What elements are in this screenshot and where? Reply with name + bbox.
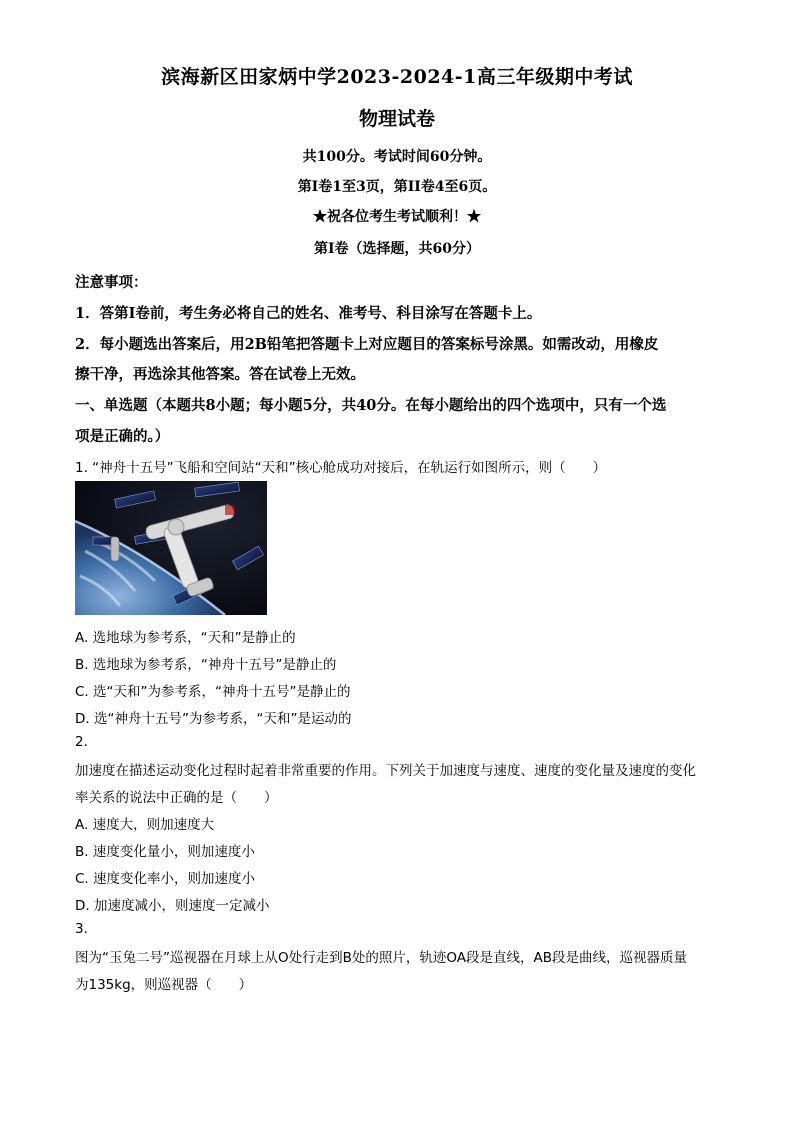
part-one-heading: 第I卷（选择题，共60分） (313, 241, 481, 257)
notice-item-2-line-1: 2．每小题选出答案后，用2B铅笔把答题卡上对应题目的答案标号涂黑。如需改动，用橡皮 (75, 336, 659, 353)
question-3-stem-line-1: 图为“玉兔二号”巡视器在月球上从O处行走到B处的照片，轨迹OA段是直线，AB段是曲线，巡视器质量 (75, 950, 687, 966)
question-1-option-b: B. 选地球为参考系，“神舟十五号”是静止的 (75, 657, 337, 673)
space-station-photo (75, 481, 267, 615)
question-2-number: 2. (75, 734, 88, 750)
question-2-option-a: A. 速度大，则加速度大 (75, 817, 215, 833)
section-heading-line-2: 项是正确的。） (75, 428, 170, 445)
question-3-number: 3. (75, 921, 88, 937)
exam-title: 滨海新区田家炳中学2023-2024-1高三年级期中考试 (161, 66, 633, 88)
question-2-option-c: C. 速度变化率小，则加速度小 (75, 871, 256, 887)
notice-item-1: 1．答第I卷前，考生务必将自己的姓名、准考号、科目涂写在答题卡上。 (75, 305, 542, 322)
question-2-option-b: B. 速度变化量小，则加速度小 (75, 844, 255, 860)
question-1-stem: 1. “神舟十五号”飞船和空间站“天和”核心舱成功对接后，在轨运行如图所示，则（ ） (75, 460, 607, 476)
question-2-option-d: D. 加速度减小，则速度一定减小 (75, 898, 270, 914)
question-1-option-d: D. 选“神舟十五号”为参考系，“天和”是运动的 (75, 711, 352, 727)
exam-pages: 第I卷1至3页，第II卷4至6页。 (297, 179, 497, 195)
question-3-stem-line-2: 为135kg，则巡视器（ ） (75, 977, 253, 993)
exam-score-time: 共100分。考试时间60分钟。 (302, 149, 492, 165)
notice-item-2-line-2: 擦干净，再选涂其他答案。答在试卷上无效。 (75, 366, 365, 383)
exam-subtitle: 物理试卷 (358, 108, 435, 130)
question-1-option-a: A. 选地球为参考系，“天和”是静止的 (75, 630, 296, 646)
section-heading-line-1: 一、单选题（本题共8小题；每小题5分，共40分。在每小题给出的四个选项中，只有一个选 (75, 397, 667, 414)
question-2-stem-line-2: 率关系的说法中正确的是（ ） (75, 790, 278, 806)
question-1-option-c: C. 选“天和”为参考系，“神舟十五号”是静止的 (75, 684, 351, 700)
question-2-stem-line-1: 加速度在描述运动变化过程时起着非常重要的作用。下列关于加速度与速度、速度的变化量及速度的变化 (75, 763, 696, 779)
exam-wish: ★祝各位考生考试顺利！★ (313, 209, 481, 225)
notice-heading: 注意事项： (75, 274, 148, 291)
